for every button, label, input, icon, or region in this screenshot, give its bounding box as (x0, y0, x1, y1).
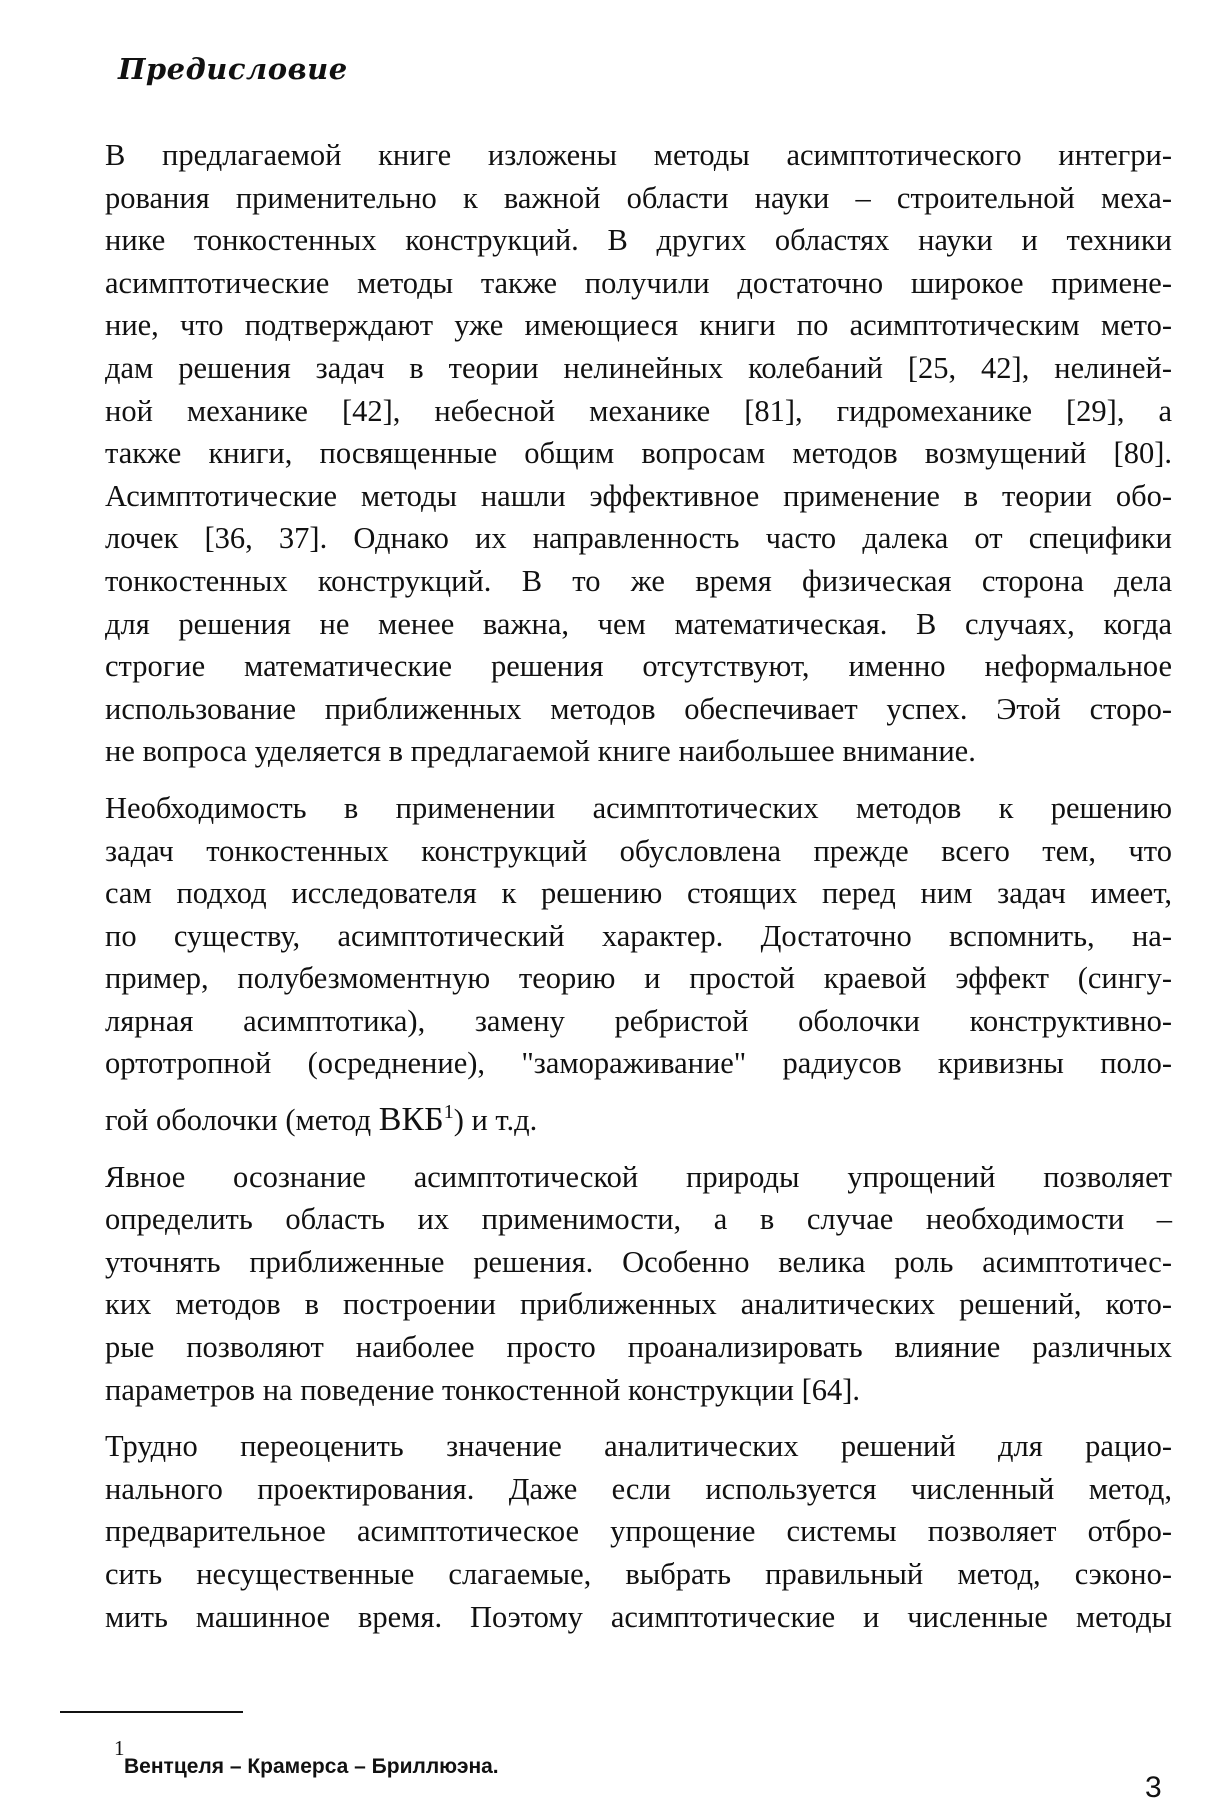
paragraph-3 (60, 1156, 1172, 1412)
text-line: сам подход исследователя к решению стоящих перед ним задач имеет, (105, 876, 1172, 911)
text-line: параметров на поведение тонкостенной конструкции [64]. (105, 1372, 861, 1407)
body-text (60, 134, 1172, 1638)
footnote-rule (60, 1711, 243, 1713)
text-line: сить несущественные слагаемые, выбрать правильный метод, сэконо- (105, 1557, 1172, 1591)
text-line: предварительное асимптотическое упрощение системы позволяет отбро- (105, 1514, 1172, 1549)
text-line: ной механике [42], небесной механике [81], гидромеханике [29], а (105, 393, 1172, 428)
text-line: лочек [36, 37]. Однако их направленность часто далека от специфики (105, 521, 1172, 556)
page-number: 3 (1145, 1771, 1162, 1804)
text-line: дам решения задач в теории нелинейных колебаний [25, 42], нелиней- (105, 350, 1172, 385)
text-line: В предлагаемой книге изложены методы асимптотического интегри- (105, 138, 1172, 172)
text-line: Асимптотические методы нашли эффективное применение в теории обо- (105, 478, 1172, 513)
text-line: нике тонкостенных конструкций. В других областях науки и техники (105, 223, 1172, 258)
text-line: использование приближенных методов обеспечивает успех. Этой сторо- (105, 691, 1172, 726)
abbreviation: ВКБ (378, 1101, 444, 1139)
paragraph-1 (60, 134, 1172, 773)
text-line: ких методов в построении приближенных аналитических решений, кото- (105, 1287, 1172, 1322)
footnote-reference: 1 (443, 1101, 454, 1124)
text-line: задач тонкостенных конструкций обусловлена прежде всего тем, что (105, 833, 1172, 868)
text-line: ние, что подтверждают уже имеющиеся книги по асимптотическим мето- (105, 308, 1172, 343)
text-line: Необходимость в применении асимптотических методов к решению (105, 790, 1172, 825)
section-title: Предисловие (118, 52, 348, 86)
text-line: лярная асимптотика), замену ребристой оболочки конструктивно- (105, 1003, 1172, 1038)
text-line: не вопроса уделяется в предлагаемой книге наибольшее внимание. (105, 734, 976, 769)
text-line: рые позволяют наиболее просто проанализировать влияние различных (105, 1330, 1172, 1365)
text-line: ортотропной (осреднение), "замораживание" радиусов кривизны поло- (105, 1046, 1172, 1081)
text-line: асимптотические методы также получили достаточно широкое примене- (105, 265, 1172, 300)
text-line-with-footnote (60, 1099, 1172, 1142)
footnote-mark: 1 (114, 1736, 125, 1760)
text-run: ) и т.д. (453, 1103, 538, 1138)
text-line: также книги, посвященные общим вопросам методов возмущений [80]. (105, 436, 1172, 471)
text-line: Явное осознание асимптотической природы упрощений позволяет (105, 1159, 1172, 1194)
footnote-text: Вентцеля – Крамерса – Бриллюэна. (124, 1755, 499, 1778)
paragraph-4 (60, 1425, 1172, 1638)
text-line: Трудно переоценить значение аналитических решений для рацио- (105, 1429, 1172, 1464)
text-line: пример, полубезмоментную теорию и простой краевой эффект (сингу- (105, 961, 1172, 996)
text-line: по существу, асимптотический характер. Достаточно вспомнить, на- (105, 918, 1172, 953)
text-line: мить машинное время. Поэтому асимптотические и численные методы (105, 1599, 1172, 1634)
text-run: гой оболочки (метод (105, 1103, 379, 1138)
text-line: строгие математические решения отсутствуют, именно неформальное (105, 649, 1172, 684)
text-line: нального проектирования. Даже если используется численный метод, (105, 1471, 1172, 1506)
text-line: уточнять приближенные решения. Особенно велика роль асимптотичес- (105, 1244, 1172, 1279)
text-line: для решения не менее важна, чем математическая. В случаях, когда (105, 606, 1172, 641)
text-line: тонкостенных конструкций. В то же время физическая сторона дела (105, 563, 1172, 598)
paragraph-2 (60, 787, 1172, 1142)
text-line: определить область их применимости, а в случае необходимости – (105, 1202, 1172, 1237)
text-line: рования применительно к важной области науки – строительной меха- (105, 180, 1172, 215)
